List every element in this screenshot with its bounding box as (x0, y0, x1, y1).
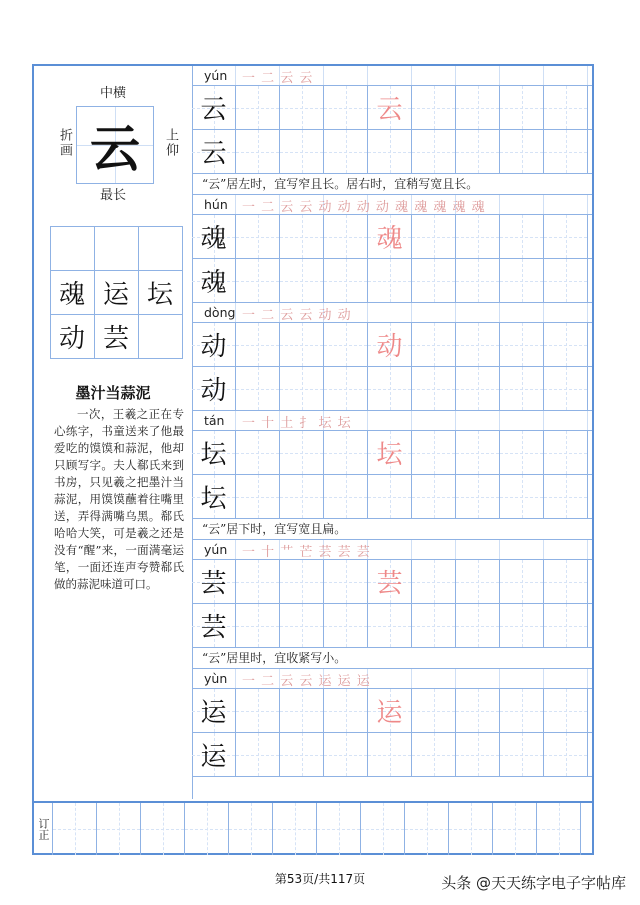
watermark: 头条 @天天练字电子字帖库 (441, 874, 626, 892)
correction-cell[interactable] (53, 803, 97, 855)
practice-cell[interactable] (412, 367, 456, 410)
related-char: 动 (50, 314, 95, 359)
worksheet-frame (32, 64, 594, 855)
practice-cell[interactable] (236, 323, 280, 366)
practice-cell[interactable] (368, 475, 412, 518)
practice-cell[interactable] (236, 215, 280, 258)
model-char: 魂 (200, 224, 227, 254)
practice-cell[interactable] (412, 733, 456, 776)
practice-cell[interactable] (236, 86, 280, 129)
practice-cell[interactable] (500, 367, 544, 410)
practice-cell[interactable] (456, 86, 500, 129)
practice-cell[interactable] (192, 733, 236, 776)
pinyin-text: tán (204, 413, 225, 428)
practice-cell[interactable] (412, 215, 456, 258)
related-cell (94, 226, 139, 271)
correction-cell[interactable] (141, 803, 185, 855)
pinyin-row (192, 195, 592, 215)
practice-cell[interactable] (456, 475, 500, 518)
practice-cell[interactable] (368, 259, 412, 302)
practice-cell[interactable] (324, 560, 368, 603)
practice-cell[interactable] (544, 86, 588, 129)
practice-cell[interactable] (192, 215, 236, 258)
practice-cell[interactable] (280, 323, 324, 366)
model-char: 芸 (200, 613, 227, 643)
practice-cell[interactable] (192, 431, 236, 474)
practice-cell[interactable] (236, 733, 280, 776)
practice-cell[interactable] (368, 560, 412, 603)
practice-cell[interactable] (500, 323, 544, 366)
practice-cell[interactable] (500, 259, 544, 302)
practice-cell[interactable] (412, 431, 456, 474)
correction-cell[interactable] (537, 803, 581, 855)
practice-cell[interactable] (324, 475, 368, 518)
left-panel (34, 66, 193, 799)
practice-cell[interactable] (500, 475, 544, 518)
stroke-order: 一 二 云 云 动 动 动 动 魂 魂 魂 魂 魂 (242, 200, 486, 215)
practice-cell[interactable] (368, 130, 412, 173)
note-right: 上仰 (163, 128, 178, 158)
char-row (192, 86, 592, 130)
related-char: 芸 (94, 314, 139, 359)
tip-row: “云”居下时，宜写宽且扁。 (192, 519, 592, 540)
related-char: 运 (94, 270, 139, 315)
practice-cell[interactable] (236, 560, 280, 603)
practice-cell[interactable] (368, 431, 412, 474)
correction-cell[interactable] (493, 803, 537, 855)
practice-cell[interactable] (368, 367, 412, 410)
practice-cell[interactable] (500, 431, 544, 474)
note-left: 折画 (57, 128, 72, 158)
practice-cell[interactable] (544, 215, 588, 258)
related-chars-grid (50, 226, 182, 358)
practice-cell[interactable] (192, 475, 236, 518)
model-char: 运 (200, 742, 227, 772)
practice-cell[interactable] (412, 323, 456, 366)
page-number: 第53页/共117页 (274, 872, 366, 886)
practice-cell[interactable] (368, 689, 412, 732)
char-row (192, 733, 592, 777)
correction-cell[interactable] (185, 803, 229, 855)
pinyin-row (192, 303, 592, 323)
practice-cell[interactable] (324, 733, 368, 776)
practice-cell[interactable] (544, 604, 588, 647)
practice-cell[interactable] (236, 259, 280, 302)
practice-cell[interactable] (324, 215, 368, 258)
related-char: 坛 (138, 270, 183, 315)
correction-cell[interactable] (405, 803, 449, 855)
practice-cell[interactable] (456, 560, 500, 603)
practice-cell[interactable] (324, 689, 368, 732)
correction-cell[interactable] (97, 803, 141, 855)
note-top: 中横 (100, 86, 127, 101)
correction-cell[interactable] (229, 803, 273, 855)
practice-cell[interactable] (280, 604, 324, 647)
practice-cell[interactable] (500, 689, 544, 732)
practice-cell[interactable] (236, 475, 280, 518)
pinyin-text: hún (204, 197, 228, 212)
practice-cell[interactable] (280, 560, 324, 603)
related-char: 魂 (50, 270, 95, 315)
practice-cell[interactable] (544, 560, 588, 603)
practice-cell[interactable] (236, 130, 280, 173)
practice-cell[interactable] (412, 475, 456, 518)
related-cell (138, 314, 183, 359)
practice-cell[interactable] (456, 431, 500, 474)
char-row (192, 367, 592, 411)
practice-cell[interactable] (412, 560, 456, 603)
correction-cell[interactable] (361, 803, 405, 855)
practice-cell[interactable] (456, 733, 500, 776)
trace-char: 坛 (376, 440, 403, 470)
practice-cell[interactable] (280, 733, 324, 776)
practice-cell[interactable] (324, 431, 368, 474)
practice-cell[interactable] (544, 431, 588, 474)
practice-cell[interactable] (544, 689, 588, 732)
char-row (192, 215, 592, 259)
char-row (192, 259, 592, 303)
practice-cell[interactable] (544, 323, 588, 366)
char-row (192, 689, 592, 733)
practice-cell[interactable] (456, 130, 500, 173)
model-char: 坛 (200, 484, 227, 514)
char-row (192, 475, 592, 519)
char-row (192, 431, 592, 475)
practice-cell[interactable] (368, 604, 412, 647)
practice-area (192, 66, 592, 777)
practice-cell[interactable] (456, 323, 500, 366)
tip-row: “云”居里时，宜收紧写小。 (192, 648, 592, 669)
pinyin-row (192, 411, 592, 431)
practice-cell[interactable] (544, 475, 588, 518)
practice-cell[interactable] (280, 367, 324, 410)
model-char: 坛 (200, 440, 227, 470)
practice-cell[interactable] (236, 431, 280, 474)
practice-cell[interactable] (456, 259, 500, 302)
practice-cell[interactable] (456, 367, 500, 410)
char-row (192, 323, 592, 367)
practice-cell[interactable] (368, 323, 412, 366)
practice-cell[interactable] (324, 130, 368, 173)
main-char-box (76, 106, 154, 184)
correction-row (34, 801, 592, 855)
trace-char: 云 (376, 95, 403, 125)
trace-char: 芸 (376, 569, 403, 599)
practice-cell[interactable] (412, 86, 456, 129)
practice-cell[interactable] (192, 560, 236, 603)
practice-cell[interactable] (236, 604, 280, 647)
practice-cell[interactable] (192, 86, 236, 129)
model-char: 动 (200, 332, 227, 362)
practice-cell[interactable] (324, 367, 368, 410)
model-char: 云 (200, 139, 227, 169)
practice-cell[interactable] (280, 259, 324, 302)
practice-cell[interactable] (192, 689, 236, 732)
model-char: 芸 (200, 569, 227, 599)
trace-char: 动 (376, 332, 403, 362)
stroke-order: 一 十 土 扌 坛 坛 (242, 416, 352, 431)
stroke-order: 一 二 云 云 动 动 (242, 308, 352, 323)
practice-cell[interactable] (324, 259, 368, 302)
model-char: 云 (200, 95, 227, 125)
practice-cell[interactable] (192, 367, 236, 410)
practice-cell[interactable] (192, 130, 236, 173)
trace-char: 运 (376, 698, 403, 728)
practice-cell[interactable] (412, 689, 456, 732)
stroke-order: 一 十 艹 芒 芸 芸 芸 (242, 545, 371, 560)
practice-cell[interactable] (500, 733, 544, 776)
correction-cell[interactable] (449, 803, 493, 855)
practice-cell[interactable] (368, 733, 412, 776)
practice-cell[interactable] (280, 130, 324, 173)
related-cell (138, 226, 183, 271)
tip-row: “云”居左时，宜写窄且长。居右时，宜稍写宽且长。 (192, 174, 592, 195)
char-row (192, 604, 592, 648)
model-char: 运 (200, 698, 227, 728)
pinyin-text: dòng (204, 305, 236, 320)
practice-cell[interactable] (544, 367, 588, 410)
practice-cell[interactable] (192, 323, 236, 366)
pinyin-text: yùn (204, 671, 228, 686)
practice-cell[interactable] (544, 130, 588, 173)
correction-label: 订正 (34, 803, 53, 855)
practice-cell[interactable] (500, 604, 544, 647)
practice-cell[interactable] (236, 367, 280, 410)
model-char: 魂 (200, 268, 227, 298)
practice-cell[interactable] (280, 689, 324, 732)
practice-cell[interactable] (500, 130, 544, 173)
practice-cell[interactable] (280, 215, 324, 258)
practice-cell[interactable] (412, 130, 456, 173)
practice-cell[interactable] (280, 475, 324, 518)
practice-cell[interactable] (412, 604, 456, 647)
correction-cell[interactable] (317, 803, 361, 855)
practice-cell[interactable] (280, 86, 324, 129)
practice-cell[interactable] (456, 604, 500, 647)
practice-cell[interactable] (192, 604, 236, 647)
practice-cell[interactable] (544, 259, 588, 302)
stroke-order: 一 二 云 云 (242, 71, 314, 86)
practice-cell[interactable] (236, 689, 280, 732)
related-cell (50, 226, 95, 271)
practice-cell[interactable] (192, 259, 236, 302)
story-body: 一次，王羲之正在专心练字，书童送来了他最爱吃的馍馍和蒜泥，他却只顾写字。夫人郗氏来到书房，只见羲之把墨汁当蒜泥，用馍馍蘸着往嘴里送，弄得满嘴乌黑。郗氏哈哈大笑，可是羲之还是没有“醒”来，一面满毫运笔，一面还连声夸赞郗氏做的蒜泥味道可口。 (54, 407, 184, 591)
story-title: 墨汁当蒜泥 (75, 384, 151, 402)
trace-char: 魂 (376, 224, 403, 254)
practice-cell[interactable] (456, 689, 500, 732)
practice-cell[interactable] (324, 323, 368, 366)
pinyin-text: yún (204, 542, 228, 557)
practice-cell[interactable] (324, 86, 368, 129)
practice-cell[interactable] (500, 215, 544, 258)
pinyin-row (192, 540, 592, 560)
practice-cell[interactable] (412, 259, 456, 302)
pinyin-text: yún (204, 68, 228, 83)
practice-cell[interactable] (500, 86, 544, 129)
practice-cell[interactable] (368, 86, 412, 129)
practice-cell[interactable] (324, 604, 368, 647)
pinyin-row (192, 669, 592, 689)
practice-cell[interactable] (544, 733, 588, 776)
pinyin-row (192, 66, 592, 86)
stroke-order: 一 二 云 云 运 运 运 (242, 674, 371, 689)
practice-cell[interactable] (456, 215, 500, 258)
practice-cell[interactable] (280, 431, 324, 474)
main-char: 云 (90, 119, 140, 178)
practice-cell[interactable] (500, 560, 544, 603)
practice-cell[interactable] (368, 215, 412, 258)
note-bottom: 最长 (100, 188, 127, 203)
correction-cell[interactable] (273, 803, 317, 855)
char-row (192, 560, 592, 604)
model-char: 动 (200, 376, 227, 406)
char-row (192, 130, 592, 174)
